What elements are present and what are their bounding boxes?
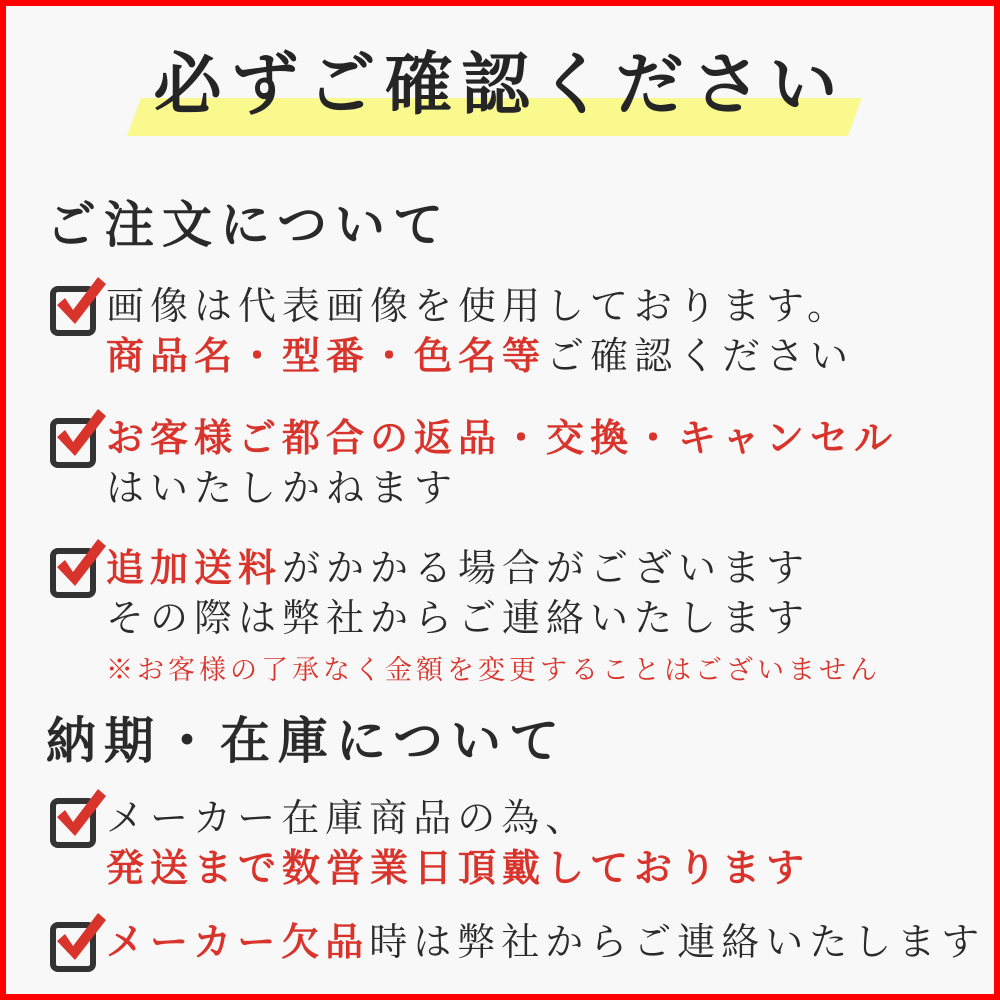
item-line [106, 282, 854, 332]
item-text [106, 544, 810, 644]
item-line [106, 544, 810, 594]
section-heading-stock: 納期・在庫について [46, 713, 567, 769]
check-mark-icon [54, 538, 108, 594]
page-title-text: 必ずご確認ください [153, 47, 847, 123]
item-line [106, 844, 810, 894]
text-segment-red: メーカー欠品 [106, 922, 370, 964]
item-line [106, 918, 985, 968]
text-segment: はいたしかねます [106, 468, 459, 510]
text-segment: がかかる場合がございます [282, 548, 811, 590]
item-text [106, 918, 985, 968]
text-segment-red: 発送まで数営業日頂戴しております [106, 848, 811, 890]
item-line [106, 332, 854, 382]
text-segment-red: お客様ご都合の返品・交換・キャンセル [106, 418, 899, 460]
text-segment: ご確認ください [546, 336, 855, 378]
list-item-maker-shortage [50, 918, 994, 972]
list-item-no-returns [50, 414, 994, 514]
item-line [106, 464, 898, 514]
item-line [106, 594, 810, 644]
price-change-note: ※お客様の了承なく金額を変更することはございません [106, 655, 881, 685]
page-title [6, 47, 994, 139]
item-text [106, 282, 854, 382]
list-item-representative-image [50, 282, 994, 382]
checkbox-icon [50, 418, 102, 468]
item-text [106, 414, 898, 514]
list-item-maker-stock [50, 794, 994, 894]
checkbox-icon [50, 286, 102, 336]
item-line [106, 794, 810, 844]
check-mark-icon [54, 788, 108, 844]
check-mark-icon [54, 276, 108, 332]
item-text [106, 794, 810, 894]
check-mark-icon [54, 408, 108, 464]
text-segment-red: 追加送料 [106, 548, 283, 590]
item-line [106, 414, 898, 464]
text-segment-red: 商品名・型番・色名等 [106, 336, 547, 378]
section-heading-orders: ご注文について [46, 197, 451, 253]
checkbox-icon [50, 798, 102, 848]
text-segment: メーカー在庫商品の為、 [106, 798, 590, 840]
text-segment: その際は弊社からご連絡いたします [106, 598, 811, 640]
text-segment: 時は弊社からご連絡いたします [369, 922, 986, 964]
checkbox-icon [50, 922, 102, 972]
text-segment: 画像は代表画像を使用しております。 [106, 286, 851, 328]
list-item-extra-shipping [50, 544, 994, 644]
checkbox-icon [50, 548, 102, 598]
check-mark-icon [54, 912, 108, 968]
